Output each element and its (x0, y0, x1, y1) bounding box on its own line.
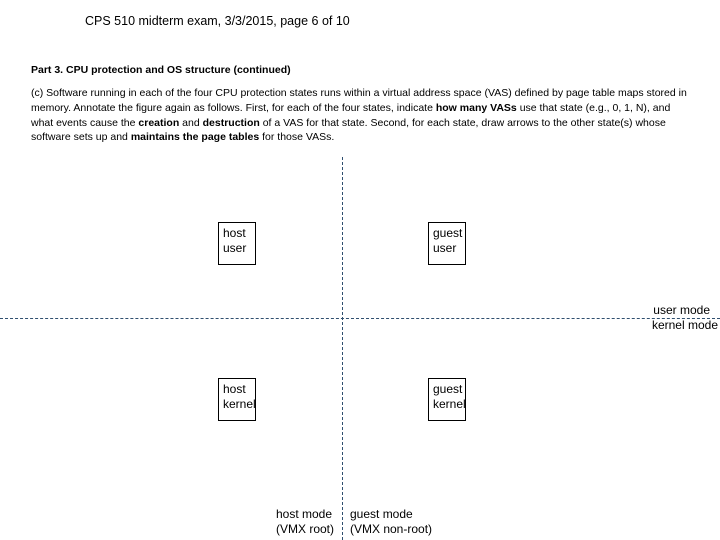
state-box-host-user (218, 222, 256, 265)
question-text-2: use that state (e.g., 0, 1, N), and what events cause the (31, 101, 671, 129)
kernel-mode-label: kernel mode (651, 318, 718, 332)
guest-mode-text: guest mode (350, 507, 413, 521)
state-label-line1: host (223, 382, 246, 396)
question-bold-maintains-page-tables: maintains the page tables (130, 131, 260, 144)
state-label-line2: user (433, 241, 457, 255)
host-mode-text: host mode (276, 507, 333, 521)
state-label-line1: host (223, 226, 246, 240)
question-bold-how-many-vass: how many VASs (435, 101, 517, 114)
host-mode-label (276, 507, 334, 537)
state-box-host-kernel (218, 378, 256, 421)
horizontal-divider (0, 318, 720, 319)
question-text-3: and (179, 116, 203, 129)
state-label-line2: kernel (433, 397, 466, 411)
user-mode-label: user mode (653, 303, 710, 317)
question-text-4: of a VAS for that state. Second, for each state, draw arrows to the other state(s) whose software sets up and (31, 116, 666, 144)
state-box-guest-kernel (428, 378, 466, 421)
guest-mode-sub-text: (VMX non-root) (350, 522, 433, 536)
question-text-5: for those VASs. (259, 131, 335, 144)
question-bold-destruction: destruction (202, 116, 260, 129)
state-label-line1: guest (433, 226, 463, 240)
question-bold-creation: creation (138, 116, 180, 129)
question-text-1: (c) Software running in each of the four CPU protection states runs within a virtual address space (VAS) defined by page table maps stored in memory. Annotate the figure again as follows. First, for each of the four states, indicate (31, 87, 687, 114)
state-label-line2: kernel (223, 397, 256, 411)
state-box-guest-user (428, 222, 466, 265)
state-label-line1: guest (433, 382, 463, 396)
vertical-divider (342, 157, 343, 540)
part-title: Part 3. CPU protection and OS structure (continued) (31, 64, 291, 76)
guest-mode-label (350, 507, 432, 537)
host-mode-sub-text: (VMX root) (276, 522, 335, 536)
question-text (31, 86, 691, 145)
page-header: CPS 510 midterm exam, 3/3/2015, page 6 of 10 (85, 14, 350, 28)
state-label-line2: user (223, 241, 247, 255)
